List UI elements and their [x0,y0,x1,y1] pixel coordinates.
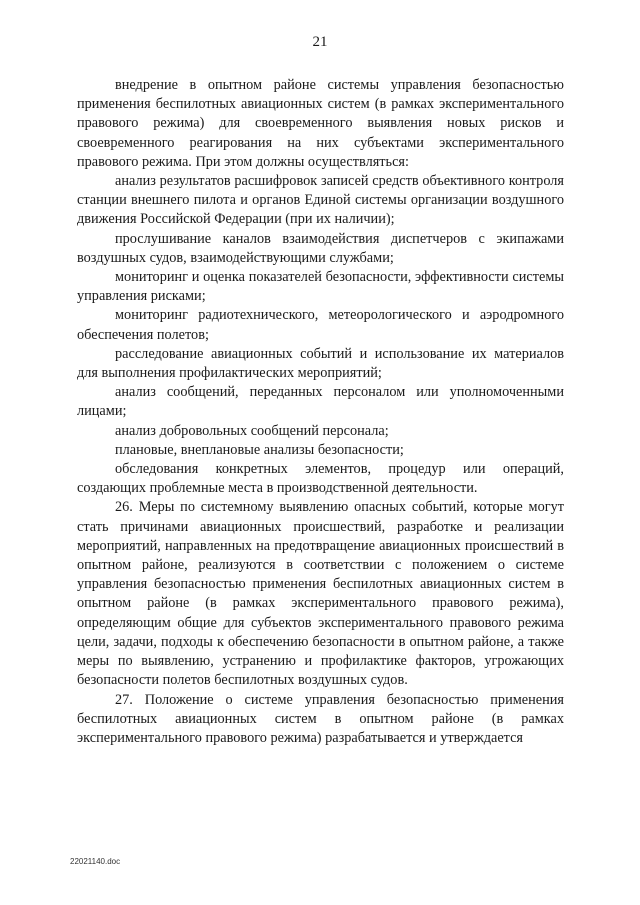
list-item: плановые, внеплановые анализы безопасности; [115,441,404,458]
document-body [77,76,564,748]
page-number: 21 [312,34,328,50]
paragraph-intro: внедрение в опытном районе системы управления безопасностью применения беспилотных авиационных систем (в рамках экспериментального правового режима) для своевременного выявления новых рисков и своевременного реагирования на них субъектами экспериментального правового режима. При этом должны осуществляться: [77,77,564,170]
list-item: мониторинг радиотехнического, метеорологического и аэродромного обеспечения полетов; [77,307,564,343]
list-item: расследование авиационных событий и использование их материалов для выполнения профилактических мероприятий; [77,345,564,382]
list-item: мониторинг и оценка показателей безопасности, эффективности системы управления рисками; [77,269,564,305]
list-item: анализ результатов расшифровок записей средств объективного контроля станции внешнего пилота и органов Единой системы организации воздушного движения Российской Федерации (при их наличии); [77,173,564,228]
paragraph-26: 26. Меры по системному выявлению опасных событий, которые могут стать причинами авиационных происшествий, разработке и реализации мероприятий, направленных на предотвращение авиационных происшествий в опытном районе, реализуются в соответствии с положением о системе управления безопасностью применения беспилотных авиационных систем в опытном районе (в рамках экспериментального правового режима), определяющим общие для субъектов экспериментального правового режима цели, задачи, подходы к обеспечению безопасности в опытном районе, а также меры по выявлению, устранению и профилактике факторов, угрожающих безопасности полетов беспилотных воздушных судов. [77,499,564,689]
list-item: прослушивание каналов взаимодействия диспетчеров с экипажами воздушных судов, взаимодействующими службами; [77,230,564,266]
paragraph-27: 27. Положение о системе управления безопасностью применения беспилотных авиационных систем в опытном районе (в рамках экспериментального правового режима) разрабатывается и утверждается [77,691,564,746]
list-item: анализ добровольных сообщений персонала; [115,422,389,439]
footer-document-code: 22021140.doc [70,857,121,866]
list-item: обследования конкретных элементов, процедур или операций, создающих проблемные места в производственной деятельности. [77,461,564,497]
list-item: анализ сообщений, переданных персоналом или уполномоченными лицами; [77,384,564,420]
